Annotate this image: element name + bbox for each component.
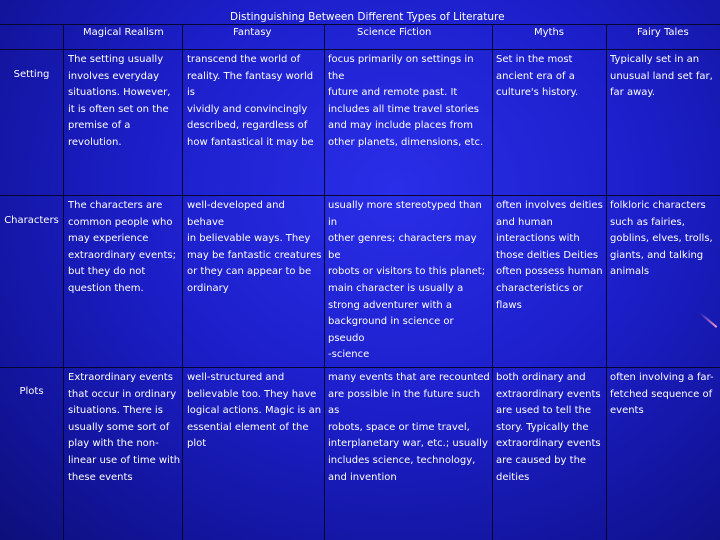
cell-plots-myths: both ordinary and extraordinary events are used to tell the story. Typically the extraordinary events are caused by the deities: [496, 372, 601, 483]
header-myths: Myths: [534, 27, 565, 38]
decorative-light-streak: [700, 312, 718, 327]
row-label-plots: Plots: [19, 386, 44, 397]
cell-setting-magical-realism: The setting usually involves everyday situations. However, it is often set on the premise of a revolution.: [68, 54, 171, 148]
row-label-characters: Characters: [4, 215, 59, 226]
cell-characters-science-fiction: usually more stereotyped than in other genres; characters may be robots or visitors to this planet; main character is usually a strong adventurer with a background in science or pseudo -science: [328, 200, 486, 361]
cell-plots-fantasy: well-structured and believable too. They have logical actions. Magic is an essential element of the plot: [187, 372, 322, 450]
cell-setting-myths: Set in the most ancient era of a culture's history.: [496, 54, 579, 99]
cell-setting-fairy-tales: Typically set in an unusual land set far, far away.: [610, 54, 713, 99]
header-fairy-tales: Fairy Tales: [637, 27, 689, 38]
slide-title: Distinguishing Between Different Types of Literature: [230, 11, 505, 23]
cell-plots-fairy-tales: often involving a far- fetched sequence of events: [610, 372, 714, 417]
row-label-setting: Setting: [13, 69, 50, 80]
header-fantasy: Fantasy: [233, 27, 272, 38]
header-science-fiction: Science Fiction: [357, 27, 432, 38]
cell-setting-science-fiction: focus primarily on settings in the future and remote past. It includes all time travel stories and may include places from other planets, dimensions, etc.: [328, 54, 484, 148]
cell-setting-fantasy: transcend the world of reality. The fantasy world is vividly and convincingly described, regardless of how fantastical it may be: [187, 54, 314, 148]
cell-characters-myths: often involves deities and human interactions with those deities Deities often possess human characteristics or flaws: [496, 200, 603, 311]
cell-characters-fantasy: well-developed and behave in believable ways. They may be fantastic creatures or they can appear to be ordinary: [187, 200, 322, 294]
cell-characters-magical-realism: The characters are common people who may experience extraordinary events; but they do not question them.: [68, 200, 176, 294]
cell-plots-magical-realism: Extraordinary events that occur in ordinary situations. There is usually some sort of play with the non- linear use of time with these events: [68, 372, 181, 483]
cell-plots-science-fiction: many events that are recounted are possible in the future such as robots, space or time travel, interplanetary war, etc.; usually includes science, technology, and invention: [328, 372, 490, 483]
cell-characters-fairy-tales: folkloric characters such as fairies, goblins, elves, trolls, giants, and talking animals: [610, 200, 713, 278]
header-magical-realism: Magical Realism: [83, 27, 164, 38]
